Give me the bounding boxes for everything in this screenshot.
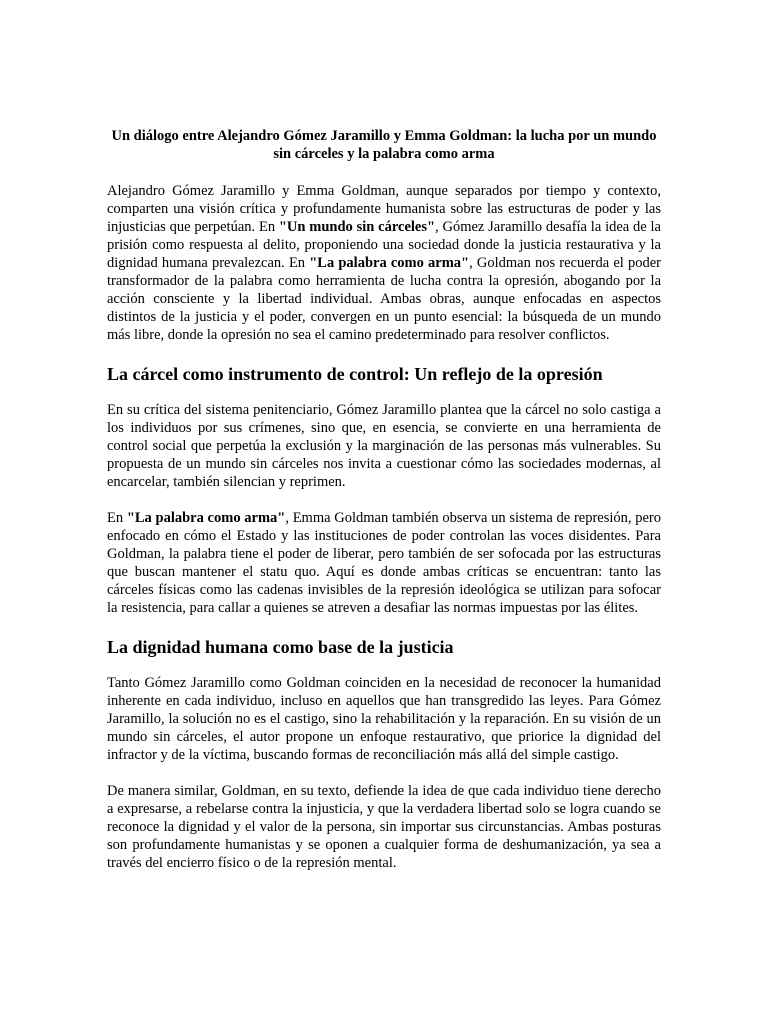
section1-p2-text-1: En: [107, 510, 127, 526]
document-title: Un diálogo entre Alejandro Gómez Jaramillo y Emma Goldman: la lucha por un mundo sin cárceles y la palabra como arma: [111, 128, 657, 162]
intro-text-3: , Goldman nos recuerda el poder transformador de la palabra como herramienta de lucha contra la opresión, abogando por la acción consciente y la libertad individual. Ambas obras, aunque enfocadas en aspectos distintos de la justicia y el poder, convergen en un punto esencial: la búsqueda de un mundo más libre, donde la opresión no sea el camino predeterminado para resolver conflictos.: [107, 255, 661, 343]
intro-bold-title-1: "Un mundo sin cárceles": [278, 219, 436, 235]
section2-paragraph-1: Tanto Gómez Jaramillo como Goldman coinciden en la necesidad de reconocer la humanidad inherente en cada individuo, incluso en aquellos que han transgredido las leyes. Para Gómez Jaramillo, la solución no es el castigo, sino la rehabilitación y la reparación. En su visión de un mundo sin cárceles, el autor propone un enfoque restaurativo, que priorice la dignidad del infractor y de la víctima, buscando formas de reconciliación más allá del simple castigo.: [107, 675, 661, 763]
section2-heading: La dignidad humana como base de la justicia: [107, 637, 454, 657]
section1-paragraph-2: [107, 509, 661, 617]
section2-paragraph-2: De manera similar, Goldman, en su texto, defiende la idea de que cada individuo tiene derecho a expresarse, a rebelarse contra la injusticia, y que la verdadera libertad solo se logra cuando se reconoce la dignidad y el valor de la persona, sin importar sus circunstancias. Ambas posturas son profundamente humanistas y se oponen a cualquier forma de deshumanización, ya sea a través del encierro físico o de la represión mental.: [107, 783, 661, 871]
section1-p2-text-2: , Emma Goldman también observa un sistema de represión, pero enfocado en cómo el Estado y las instituciones de poder controlan las voces disidentes. Para Goldman, la palabra tiene el poder de liberar, pero también de ser sofocada por las estructuras que buscan mantener el statu quo. Aquí es donde ambas críticas se encuentran: tanto las cárceles físicas como las cadenas invisibles de la represión ideológica se utilizan para sofocar la resistencia, para callar a quienes se atreven a desafiar las normas impuestas por las élites.: [107, 510, 661, 616]
intro-text-2: , Gómez Jaramillo desafía la idea de la prisión como respuesta al delito, proponiendo una sociedad donde la justicia restaurativa y la dignidad humana prevalezcan. En: [107, 219, 661, 271]
intro-bold-title-2: "La palabra como arma": [309, 255, 470, 271]
section1-paragraph-1: En su crítica del sistema penitenciario, Gómez Jaramillo plantea que la cárcel no solo castiga a los individuos por sus crímenes, sino que, en esencia, se convierte en una herramienta de control social que perpetúa la exclusión y la marginación de las personas más vulnerables. Su propuesta de un mundo sin cárceles nos invita a cuestionar cómo las sociedades modernas, al encarcelar, también silencian y reprimen.: [107, 402, 661, 490]
intro-text-1: Alejandro Gómez Jaramillo y Emma Goldman, aunque separados por tiempo y contexto, comparten una visión crítica y profundamente humanista sobre las estructuras de poder y las injusticias que perpetúan. En: [107, 183, 661, 235]
intro-paragraph: [107, 182, 661, 344]
document-page: [107, 127, 661, 872]
section1-heading: La cárcel como instrumento de control: Un reflejo de la opresión: [107, 364, 603, 384]
section1-p2-bold-title: "La palabra como arma": [126, 510, 286, 526]
